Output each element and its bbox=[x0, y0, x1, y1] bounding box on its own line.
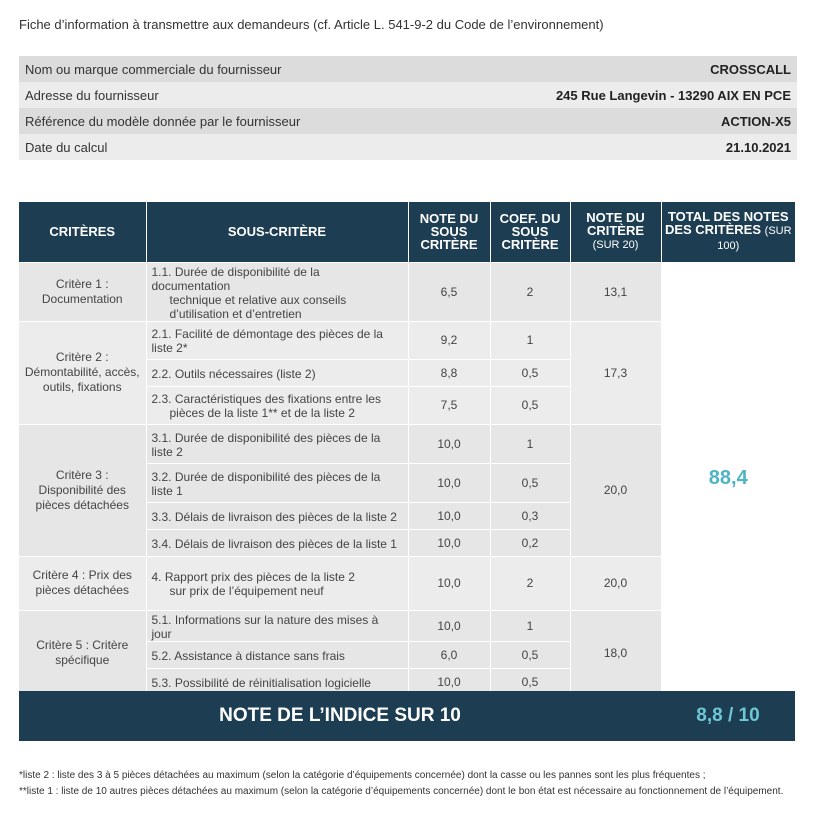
sub-criterion bbox=[146, 386, 408, 424]
info-value: CROSSCALL bbox=[437, 56, 797, 82]
header-coef-sous: COEF. DU SOUS CRITÈRE bbox=[490, 202, 570, 262]
header-note-critere bbox=[570, 202, 661, 262]
info-row bbox=[19, 108, 797, 134]
total-score: 88,4 bbox=[661, 262, 795, 695]
info-label: Nom ou marque commerciale du fournisseur bbox=[19, 56, 437, 82]
sub-criterion-text: 2.3. Caractéristiques des fixations entre les bbox=[151, 392, 381, 406]
criterion-name: Critère 4 : Prix des pièces détachées bbox=[19, 556, 146, 610]
sub-criterion bbox=[146, 641, 408, 668]
info-value: 245 Rue Langevin - 13290 AIX EN PCE bbox=[437, 82, 797, 108]
sub-coef: 2 bbox=[490, 262, 570, 321]
criterion-note: 17,3 bbox=[570, 321, 661, 424]
header-total bbox=[661, 202, 795, 262]
sub-note: 10,0 bbox=[408, 463, 490, 502]
criterion-note: 13,1 bbox=[570, 262, 661, 321]
sub-note: 10,0 bbox=[408, 668, 490, 695]
sub-criterion-text: 5.1. Informations sur la nature des mises à jour bbox=[151, 612, 379, 641]
sub-coef: 0,2 bbox=[490, 529, 570, 556]
sub-coef: 1 bbox=[490, 424, 570, 463]
sub-coef: 0,5 bbox=[490, 359, 570, 386]
sub-note: 10,0 bbox=[408, 424, 490, 463]
sub-coef: 1 bbox=[490, 610, 570, 641]
table-row bbox=[19, 262, 795, 321]
sub-coef: 0,5 bbox=[490, 641, 570, 668]
sub-note: 8,8 bbox=[408, 359, 490, 386]
intro-text: Fiche d’information à transmettre aux demandeurs (cf. Article L. 541-9-2 du Code de l’environnement) bbox=[19, 17, 604, 32]
header-sous-critere: SOUS-CRITÈRE bbox=[146, 202, 408, 262]
sub-criterion bbox=[146, 321, 408, 359]
sub-criterion-text: 3.1. Durée de disponibilité des pièces de la liste 2 bbox=[151, 430, 381, 459]
sub-coef: 0,5 bbox=[490, 463, 570, 502]
info-label: Adresse du fournisseur bbox=[19, 82, 437, 108]
sub-criterion bbox=[146, 502, 408, 529]
info-value: 21.10.2021 bbox=[437, 134, 797, 160]
footnotes bbox=[19, 768, 783, 800]
supplier-info-table bbox=[19, 56, 797, 160]
sub-criterion-text: 2.2. Outils nécessaires (liste 2) bbox=[151, 366, 316, 381]
footnote-liste-2: *liste 2 : liste des 3 à 5 pièces détachées au maximum (selon la catégorie d’équipements concernée) dont la casse ou les pannes sont les plus fréquentes ; bbox=[19, 770, 706, 781]
info-label: Date du calcul bbox=[19, 134, 437, 160]
sub-criterion bbox=[146, 262, 408, 321]
criterion-name: Critère 5 : Critère spécifique bbox=[19, 610, 146, 695]
criterion-name: Critère 1 : Documentation bbox=[19, 262, 146, 321]
sub-criterion-text: 2.1. Facilité de démontage des pièces de la liste 2* bbox=[151, 327, 383, 355]
sub-criterion-text: 5.3. Possibilité de réinitialisation logicielle bbox=[151, 675, 371, 690]
sub-coef: 0,3 bbox=[490, 502, 570, 529]
criterion-name: Critère 2 : Démontabilité, accès, outils, fixations bbox=[19, 321, 146, 424]
repairability-table bbox=[19, 202, 795, 696]
sub-criterion-text: 4. Rapport prix des pièces de la liste 2 bbox=[151, 570, 355, 584]
sub-criterion-text-cont: pièces de la liste 1** et de la liste 2 bbox=[169, 406, 355, 420]
sub-criterion bbox=[146, 610, 408, 641]
sub-note: 10,0 bbox=[408, 529, 490, 556]
sub-coef: 1 bbox=[490, 321, 570, 359]
criterion-note: 18,0 bbox=[570, 610, 661, 695]
sub-note: 10,0 bbox=[408, 556, 490, 610]
header-note-critere-unit: (SUR 20) bbox=[592, 239, 639, 252]
sub-criterion bbox=[146, 359, 408, 386]
header-criteres: CRITÈRES bbox=[19, 202, 146, 262]
sub-criterion bbox=[146, 529, 408, 556]
footnote-liste-1: **liste 1 : liste de 10 autres pièces détachées au maximum (selon la catégorie d’équipements concernée) dont le bon état est nécessaire au fonctionnement de l’équipement. bbox=[19, 786, 784, 797]
sub-criterion bbox=[146, 556, 408, 610]
header-note-sous: NOTE DU SOUS CRITÈRE bbox=[408, 202, 490, 262]
sub-criterion-text-cont: technique et relative aux conseils d’utilisation et d’entretien bbox=[169, 292, 347, 321]
criterion-note: 20,0 bbox=[570, 556, 661, 610]
sub-criterion-text: 3.2. Durée de disponibilité des pièces de la liste 1 bbox=[151, 469, 381, 498]
info-value: ACTION-X5 bbox=[437, 108, 797, 134]
header-total-label: TOTAL DES NOTES DES CRITÈRES bbox=[664, 209, 789, 238]
sub-criterion bbox=[146, 463, 408, 502]
index-score-bar bbox=[19, 691, 795, 741]
sub-note: 7,5 bbox=[408, 386, 490, 424]
sub-criterion-text-cont: sur prix de l’équipement neuf bbox=[169, 584, 324, 598]
sub-criterion-text: 5.2. Assistance à distance sans frais bbox=[151, 648, 345, 663]
info-row bbox=[19, 82, 797, 108]
sub-coef: 0,5 bbox=[490, 668, 570, 695]
info-label: Référence du modèle donnée par le fournisseur bbox=[19, 108, 437, 134]
sub-note: 10,0 bbox=[408, 502, 490, 529]
sub-coef: 2 bbox=[490, 556, 570, 610]
sub-coef: 0,5 bbox=[490, 386, 570, 424]
index-score-label: NOTE DE L’INDICE SUR 10 bbox=[219, 705, 461, 726]
sub-criterion bbox=[146, 424, 408, 463]
info-row bbox=[19, 56, 797, 82]
header-row bbox=[19, 202, 795, 262]
sub-note: 9,2 bbox=[408, 321, 490, 359]
header-note-critere-label: NOTE DU CRITÈRE bbox=[586, 210, 645, 239]
sub-note: 6,5 bbox=[408, 262, 490, 321]
criterion-note: 20,0 bbox=[570, 424, 661, 556]
sub-criterion-text: 3.4. Délais de livraison des pièces de la liste 1 bbox=[151, 536, 397, 551]
index-score-value: 8,8 / 10 bbox=[696, 705, 760, 726]
sub-note: 6,0 bbox=[408, 641, 490, 668]
criterion-name: Critère 3 : Disponibilité des pièces détachées bbox=[19, 424, 146, 556]
sub-criterion-text: 1.1. Durée de disponibilité de la documentation bbox=[151, 264, 320, 293]
header-total-unit: (SUR 100) bbox=[717, 225, 792, 253]
sub-note: 10,0 bbox=[408, 610, 490, 641]
sub-criterion-text: 3.3. Délais de livraison des pièces de la liste 2 bbox=[151, 509, 397, 524]
info-row bbox=[19, 134, 797, 160]
